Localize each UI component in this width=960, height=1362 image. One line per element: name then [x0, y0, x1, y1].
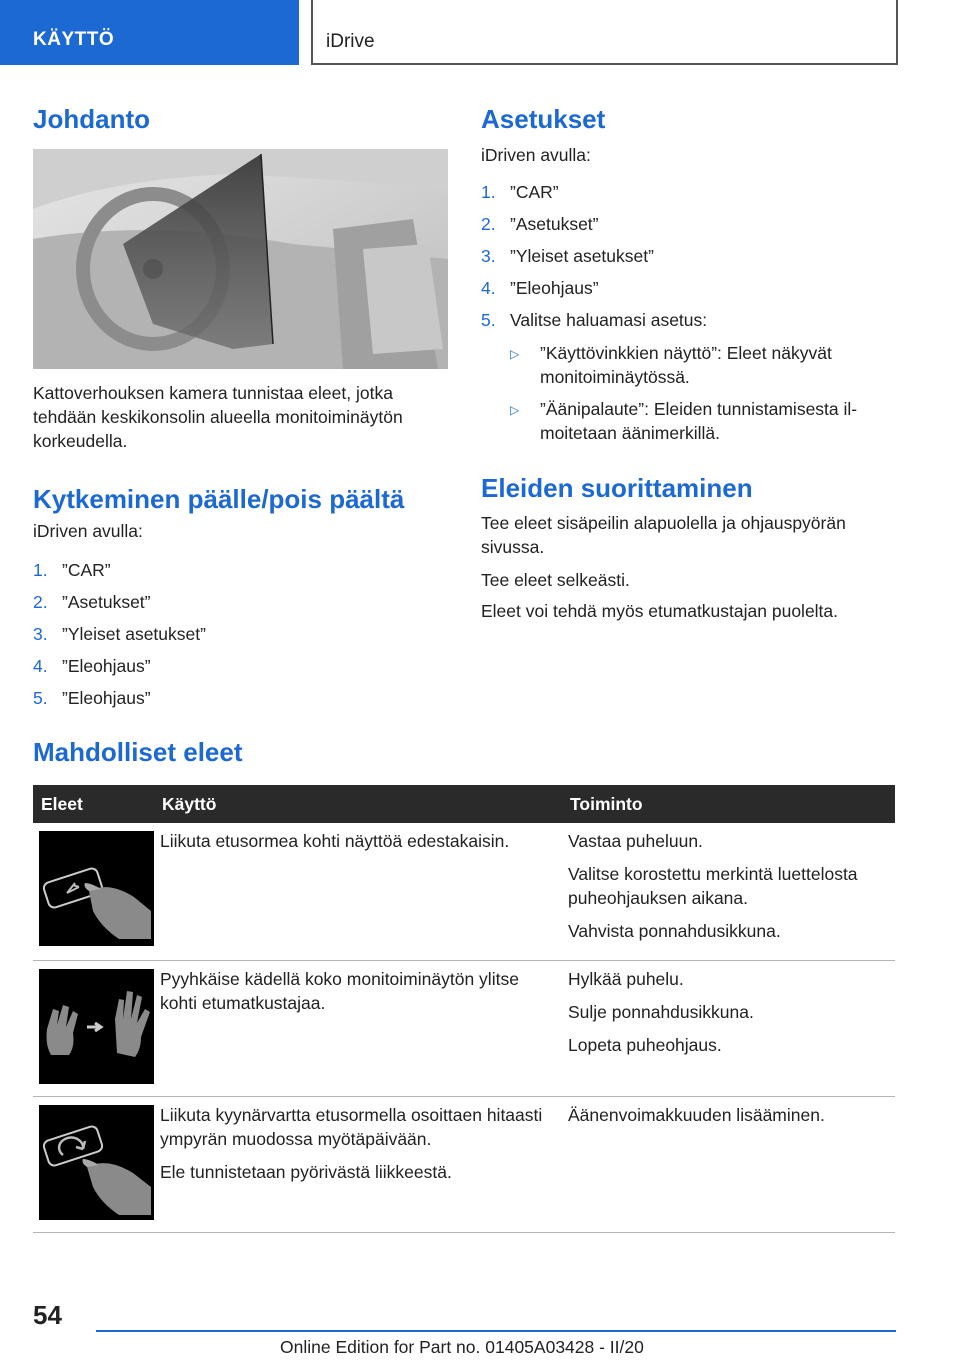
- onoff-steps: [33, 558, 433, 718]
- list-item: 4. ”Eleohjaus”: [481, 278, 599, 298]
- list-item: 5. Valitse haluamasi asetus:: [481, 310, 708, 330]
- settings-lead: iDriven avulla:: [481, 145, 591, 165]
- table-row: [33, 823, 895, 961]
- list-item: 2. ”Asetukset”: [33, 592, 151, 612]
- list-item: 1. ”CAR”: [33, 560, 111, 580]
- car-interior-illustration: [33, 149, 448, 369]
- function-text: Vahvista ponnahdusikkuna.: [568, 921, 781, 941]
- usage-text: Pyyhkäise kädellä koko monitoiminäytön ylitse kohti etumatkustajaa.: [160, 969, 519, 1013]
- swipe-hand-icon: [39, 969, 154, 1084]
- column-header: Toiminto: [562, 785, 895, 823]
- settings-heading: Asetukset: [481, 104, 606, 134]
- perform-paragraph: Tee eleet selkeästi.: [481, 570, 630, 590]
- table-row: [33, 1097, 895, 1233]
- gestures-heading: Mahdolliset eleet: [33, 737, 243, 767]
- point-finger-icon: [39, 831, 154, 946]
- circle-finger-icon: [39, 1105, 154, 1220]
- list-item: 1. ”CAR”: [481, 182, 559, 202]
- onoff-heading: Kytkeminen päälle/pois päältä: [33, 484, 405, 514]
- page-number: 54: [33, 1300, 62, 1330]
- function-text: Vastaa puheluun.: [568, 831, 703, 851]
- function-text: Lopeta puheohjaus.: [568, 1035, 722, 1055]
- chapter-tab: [311, 0, 898, 65]
- perform-paragraph: Tee eleet sisäpeilin alapuolella ja ohjauspyörän sivussa.: [481, 513, 846, 557]
- section-title: KÄYTTÖ: [33, 29, 115, 50]
- list-item: 3. ”Yleiset asetukset”: [33, 624, 206, 644]
- function-text: Sulje ponnahdusikkuna.: [568, 1002, 754, 1022]
- gestures-table: [33, 785, 895, 1233]
- column-header: Käyttö: [154, 785, 562, 823]
- settings-options: [510, 341, 895, 453]
- usage-text: Ele tunnistetaan pyörivästä liikkeestä.: [160, 1162, 452, 1182]
- table-header-row: [33, 785, 895, 823]
- triangle-right-icon: ▷: [510, 403, 520, 417]
- list-item: ▷ ”Äänipalaute”: Eleiden tunnistamisesta ilmoitetaan äänimerkillä.: [510, 399, 858, 443]
- section-tab: [0, 0, 299, 65]
- list-item: 5. ”Eleohjaus”: [33, 688, 151, 708]
- onoff-lead: iDriven avulla:: [33, 521, 143, 541]
- function-text: Valitse korostettu merkintä luettelosta puheohjauksen aikana.: [568, 864, 858, 908]
- triangle-right-icon: ▷: [510, 347, 520, 361]
- list-item: ▷ ”Käyttövinkkien näyttö”: Eleet näkyvät monitoiminäytössä.: [510, 343, 832, 387]
- usage-text: Liikuta etusormea kohti näyttöä edestakaisin.: [160, 831, 510, 851]
- column-header: Eleet: [33, 785, 154, 823]
- usage-text: Liikuta kyynärvartta etusormella osoittaen hitaasti ympyrän muodossa myötäpäivään.: [160, 1105, 543, 1149]
- footer-divider: [96, 1330, 896, 1332]
- intro-paragraph: Kattoverhouksen kamera tunnistaa eleet, jotka tehdään keskikonsolin alueella monitoiminäytön korkeudella.: [33, 383, 403, 451]
- function-text: Hylkää puhelu.: [568, 969, 684, 989]
- perform-paragraph: Eleet voi tehdä myös etumatkustajan puolelta.: [481, 601, 839, 621]
- perform-heading: Eleiden suorittaminen: [481, 473, 753, 503]
- table-row: [33, 961, 895, 1097]
- intro-heading: Johdanto: [33, 104, 150, 134]
- settings-steps: [481, 180, 891, 340]
- chapter-title: iDrive: [326, 31, 375, 52]
- list-item: 2. ”Asetukset”: [481, 214, 599, 234]
- interior-photo: [33, 149, 448, 369]
- list-item: 3. ”Yleiset asetukset”: [481, 246, 654, 266]
- function-text: Äänenvoimakkuuden lisääminen.: [568, 1105, 825, 1125]
- footer-edition: Online Edition for Part no. 01405A03428 - II/20: [280, 1337, 644, 1357]
- list-item: 4. ”Eleohjaus”: [33, 656, 151, 676]
